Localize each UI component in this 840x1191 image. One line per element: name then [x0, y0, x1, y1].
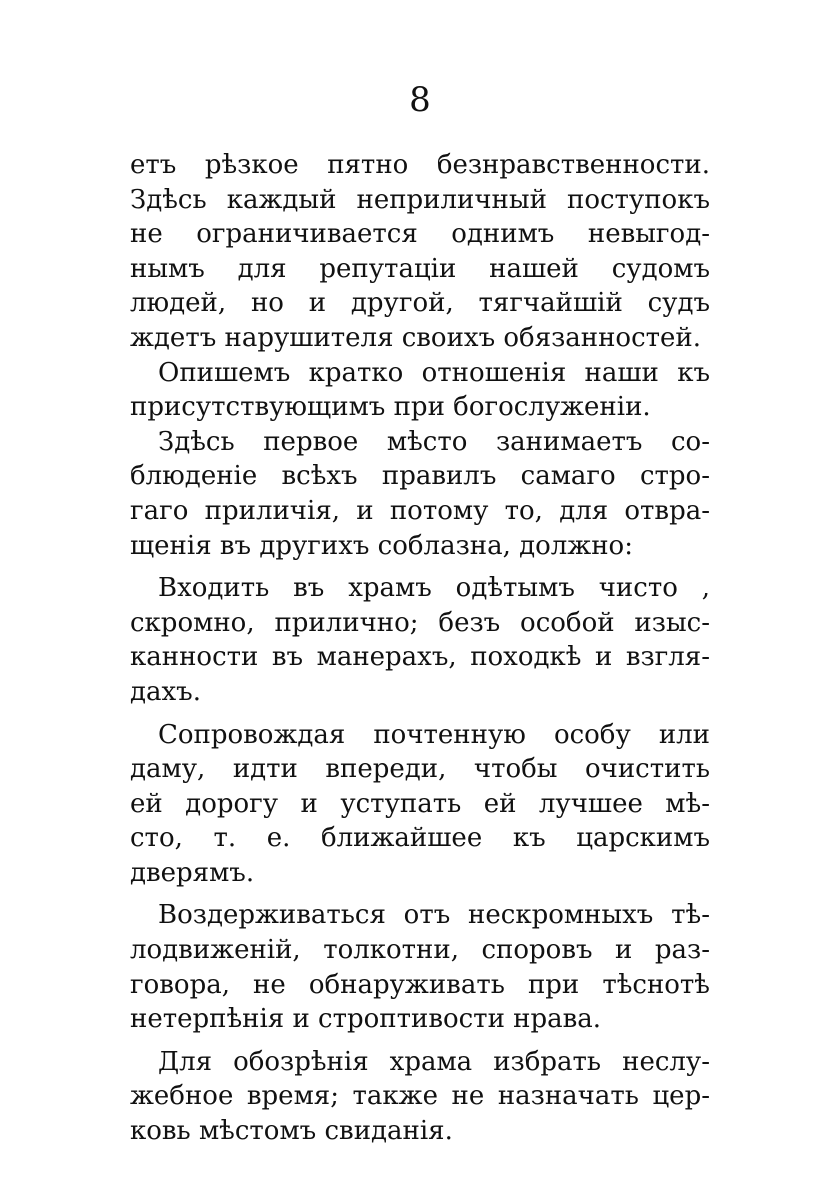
text-line: Для обозрѣнія храма избрать неслу- — [158, 1046, 710, 1077]
paragraph-gap — [130, 890, 710, 898]
text-line: щенія въ другихъ соблазна, должно: — [130, 530, 633, 561]
text-line: людей, но и другой, тягчайшій судъ — [130, 288, 710, 319]
text-line: дахъ. — [130, 676, 201, 707]
text-line: лодвиженій, толкотни, споровъ и раз- — [130, 935, 710, 966]
text-line: гаго приличія, и потому то, для отвра- — [130, 495, 710, 526]
text-line: сто, т. е. ближайшее къ царскимъ — [130, 823, 710, 854]
text-line: скромно, прилично; безъ особой изыс- — [130, 607, 710, 638]
text-line: Входить въ храмъ одѣтымъ чисто , — [158, 573, 710, 604]
text-line: блюденіе всѣхъ правилъ самаго стро- — [130, 461, 710, 492]
text-line: ей дорогу и уступать ей лучшее мѣ- — [130, 788, 710, 819]
text-line: не ограничивается однимъ невыгод- — [130, 219, 710, 250]
body-text — [130, 148, 710, 1149]
page-number: 8 — [409, 80, 431, 120]
text-line: жебное время; также не назначать цер- — [130, 1081, 710, 1112]
text-line: нетерпѣнія и строптивости нрава. — [130, 1004, 602, 1035]
paragraph-gap — [130, 563, 710, 571]
text-line: даму, идти впереди, чтобы очистить — [130, 754, 710, 785]
text-line: говора, не обнаруживать при тѣснотѣ — [130, 969, 710, 1000]
paragraph-gap — [130, 1037, 710, 1045]
text-line: дверямъ. — [130, 857, 255, 888]
paragraph-gap — [130, 710, 710, 718]
text-line: присутствующимъ при богослуженіи. — [130, 392, 651, 423]
text-line: етъ рѣзкое пятно безнравственности. — [130, 150, 710, 180]
text-line: канности въ манерахъ, походкѣ и взгля- — [130, 642, 710, 673]
text-line: Воздерживаться отъ нескромныхъ тѣ- — [158, 900, 710, 931]
text-line: ковь мѣстомъ свиданія. — [130, 1116, 453, 1147]
text-line: Здѣсь первое мѣсто занимаетъ со- — [158, 426, 710, 457]
text-line: Сопровождая почтенную особу или — [158, 719, 710, 750]
text-line: ждетъ нарушителя своихъ обязанностей. — [130, 322, 702, 353]
text-line: нымъ для репутаціи нашей судомъ — [130, 253, 710, 284]
text-line: Здѣсь каждый неприличный поступокъ — [130, 184, 710, 215]
text-line: Опишемъ кратко отношенія наши къ — [158, 357, 710, 388]
